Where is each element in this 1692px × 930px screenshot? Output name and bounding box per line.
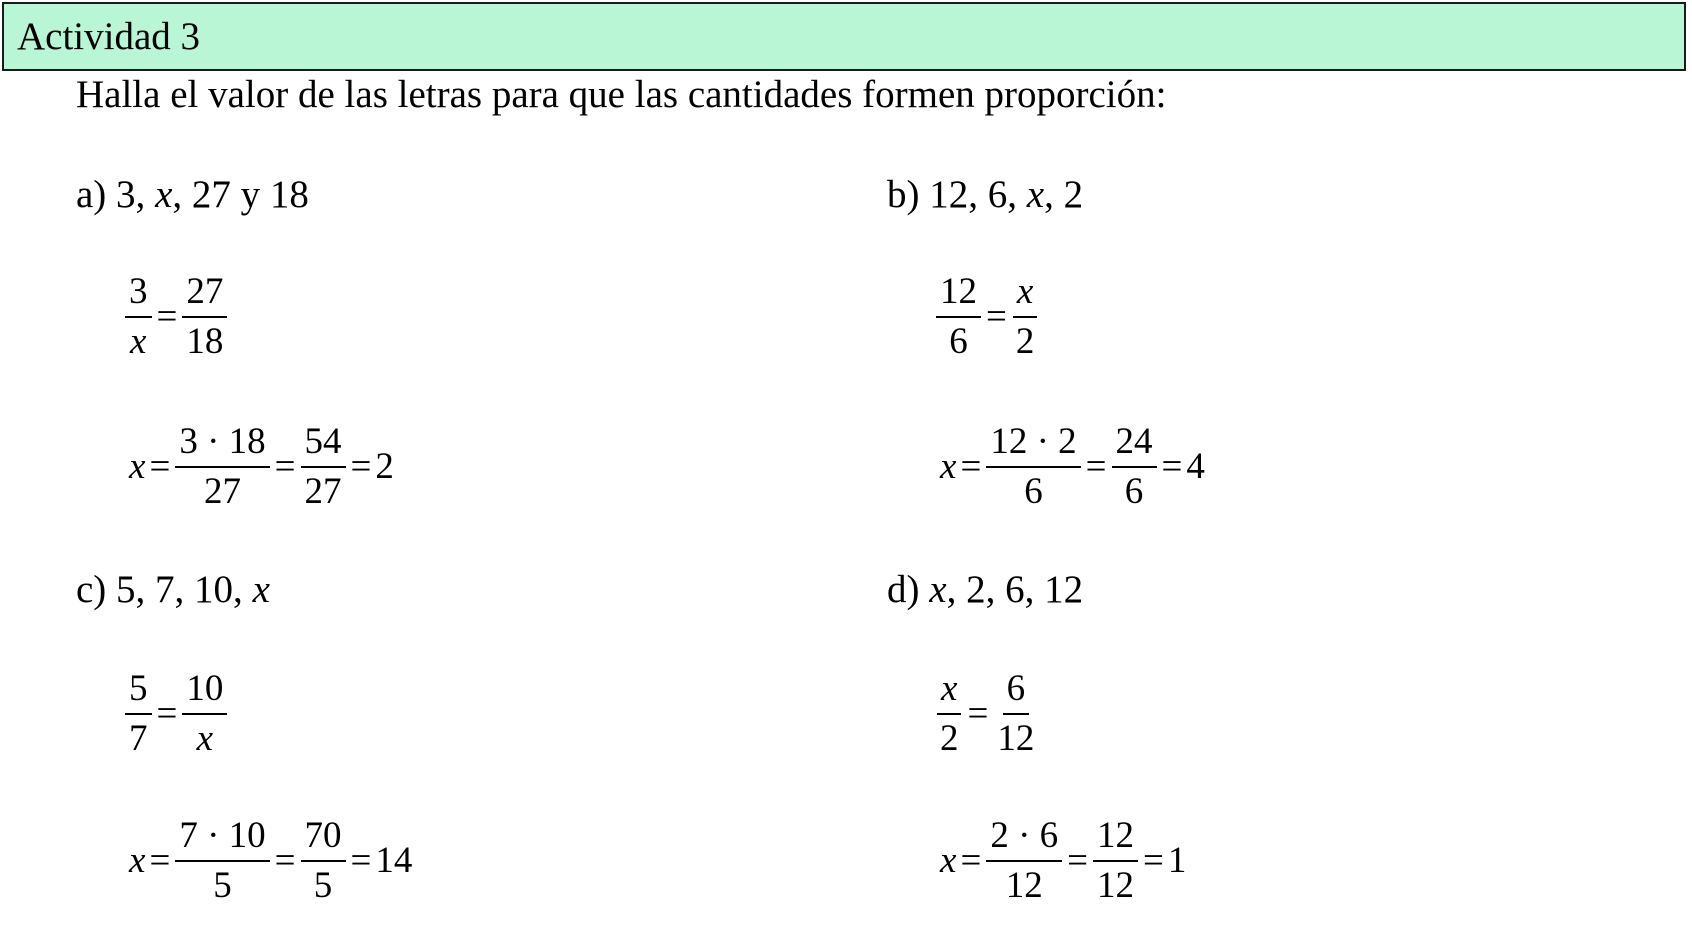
- item-d-step2-fraction: $\frac{12}{12}$: [1090, 812, 1141, 910]
- item-b-step1-fraction: $\frac{12 \cdot 2}{6}$: [983, 418, 1083, 516]
- item-a-right-fraction: $\frac{27}{18}$: [179, 268, 230, 366]
- item-b-result: 4: [1186, 446, 1205, 487]
- item-d-left-fraction: $\frac{x}{2}$: [933, 665, 966, 763]
- item-c-label: c) 5, 7, 10, x: [76, 568, 270, 611]
- item-c-result: 14: [375, 840, 413, 881]
- item-d-result: 1: [1167, 840, 1187, 881]
- item-b-right-fraction: $\frac{x}{2}$: [1009, 268, 1042, 366]
- item-c-step2-fraction: $\frac{70}{5}$: [298, 812, 349, 910]
- item-b-step2-fraction: $\frac{24}{6}$: [1109, 418, 1160, 516]
- item-d-solution: x = $\frac{2 \cdot 6}{12}$ = $\frac{12}{12}$ = 1: [938, 812, 1188, 910]
- item-c-step1-fraction: $\frac{7 \cdot 10}{5}$: [172, 812, 272, 910]
- item-c-right-fraction: $\frac{10}{x}$: [179, 665, 230, 763]
- item-a-left-fraction: $\frac{3}{x}$: [122, 268, 155, 366]
- item-d-step1-fraction: $\frac{2 \cdot 6}{12}$: [983, 812, 1065, 910]
- item-a-proportion: $\frac{3}{x}$ = $\frac{27}{18}$: [122, 268, 230, 366]
- item-c-proportion: $\frac{5}{7}$ = $\frac{10}{x}$: [122, 665, 230, 763]
- activity-title: Actividad 3: [2, 2, 1686, 71]
- instruction-text: Halla el valor de las letras para que las cantidades formen proporción:: [76, 73, 1167, 116]
- item-b-solution: x = $\frac{12 \cdot 2}{6}$ = $\frac{24}{6}$ = 4: [938, 418, 1207, 516]
- item-d-right-fraction: $\frac{6}{12}$: [990, 665, 1041, 763]
- item-a-label: a) 3, x, 27 y 18: [76, 173, 309, 216]
- item-a-step1-fraction: $\frac{3 \cdot 18}{27}$: [172, 418, 272, 516]
- item-c-solution: x = $\frac{7 \cdot 10}{5}$ = $\frac{70}{5}$ = 14: [127, 812, 414, 910]
- item-b-left-fraction: $\frac{12}{6}$: [933, 268, 984, 366]
- item-b-proportion: $\frac{12}{6}$ = $\frac{x}{2}$: [933, 268, 1041, 366]
- item-a-result: 2: [375, 446, 394, 487]
- item-b-label: b) 12, 6, x, 2: [887, 173, 1084, 216]
- item-d-label: d) x, 2, 6, 12: [887, 568, 1084, 611]
- item-d-proportion: $\frac{x}{2}$ = $\frac{6}{12}$: [933, 665, 1041, 763]
- item-a-solution: x = $\frac{3 \cdot 18}{27}$ = $\frac{54}{27}$ = 2: [127, 418, 396, 516]
- item-a-step2-fraction: $\frac{54}{27}$: [298, 418, 349, 516]
- item-c-left-fraction: $\frac{5}{7}$: [122, 665, 155, 763]
